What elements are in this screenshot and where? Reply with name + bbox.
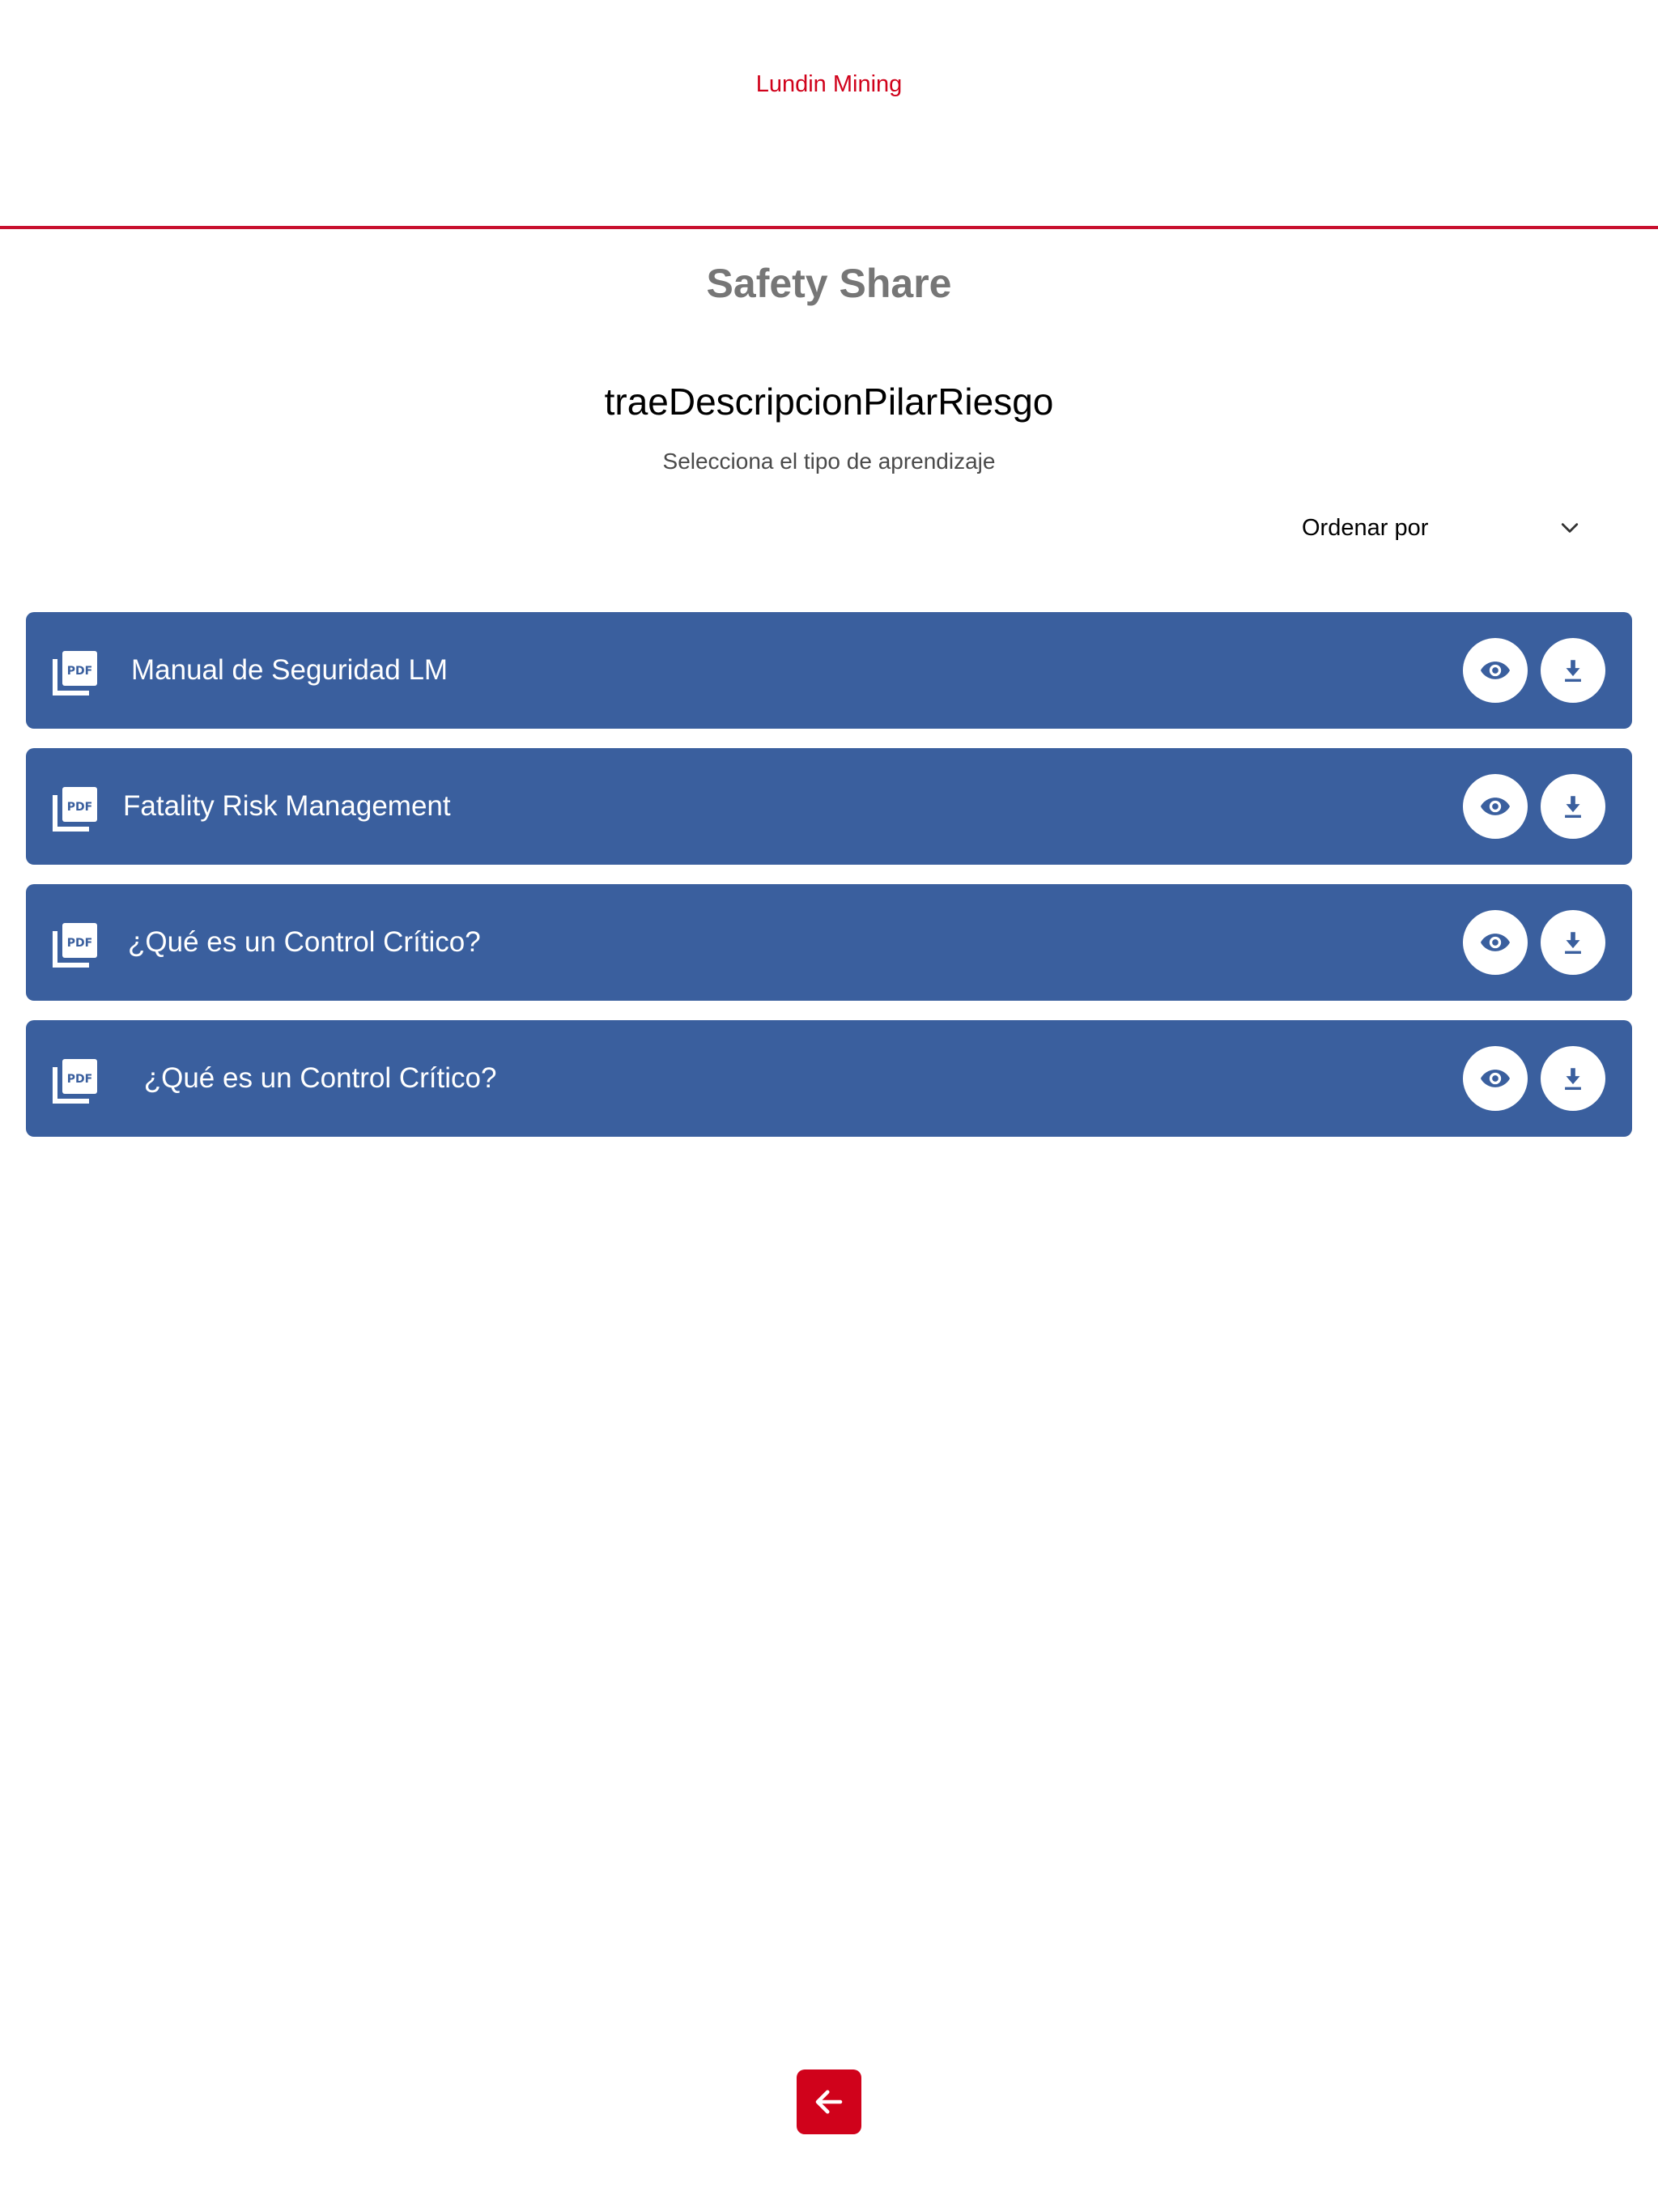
back-button[interactable]	[797, 2069, 861, 2134]
download-icon	[1559, 929, 1587, 956]
svg-text:PDF: PDF	[66, 1073, 93, 1086]
pdf-icon	[52, 920, 100, 968]
document-title[interactable]: Fatality Risk Management	[123, 790, 451, 822]
view-button[interactable]	[1463, 910, 1528, 975]
page-title: Safety Share	[706, 261, 952, 306]
view-button[interactable]	[1463, 638, 1528, 703]
download-icon	[1559, 793, 1587, 820]
document-list	[26, 612, 1632, 1156]
eye-icon	[1479, 926, 1511, 959]
document-card	[26, 748, 1632, 865]
chevron-down-icon	[1553, 511, 1587, 545]
arrow-left-icon	[812, 2085, 846, 2119]
view-button[interactable]	[1463, 774, 1528, 839]
eye-icon	[1479, 790, 1511, 823]
download-button[interactable]	[1541, 638, 1605, 703]
download-icon	[1559, 1065, 1587, 1092]
document-title[interactable]: Manual de Seguridad LM	[131, 654, 449, 686]
download-button[interactable]	[1541, 910, 1605, 975]
svg-text:PDF: PDF	[66, 937, 93, 950]
section-subtitle: Selecciona el tipo de aprendizaje	[662, 449, 996, 474]
header-divider	[0, 226, 1658, 229]
svg-text:PDF: PDF	[66, 801, 93, 814]
sort-label: Ordenar por	[1302, 514, 1429, 541]
document-title[interactable]: ¿Qué es un Control Crítico?	[136, 1062, 497, 1094]
document-title[interactable]: ¿Qué es un Control Crítico?	[128, 926, 481, 958]
pdf-icon	[52, 1056, 100, 1104]
pdf-icon	[52, 648, 100, 696]
download-icon	[1559, 657, 1587, 684]
sort-dropdown[interactable]	[1287, 504, 1587, 552]
document-card	[26, 1020, 1632, 1137]
view-button[interactable]	[1463, 1046, 1528, 1111]
section-title: traeDescripcionPilarRiesgo	[604, 381, 1054, 423]
eye-icon	[1479, 1062, 1511, 1095]
brand-name: Lundin Mining	[755, 71, 903, 97]
document-card	[26, 612, 1632, 729]
svg-text:PDF: PDF	[66, 665, 93, 678]
download-button[interactable]	[1541, 774, 1605, 839]
download-button[interactable]	[1541, 1046, 1605, 1111]
eye-icon	[1479, 654, 1511, 687]
document-card	[26, 884, 1632, 1001]
pdf-icon	[52, 784, 100, 832]
